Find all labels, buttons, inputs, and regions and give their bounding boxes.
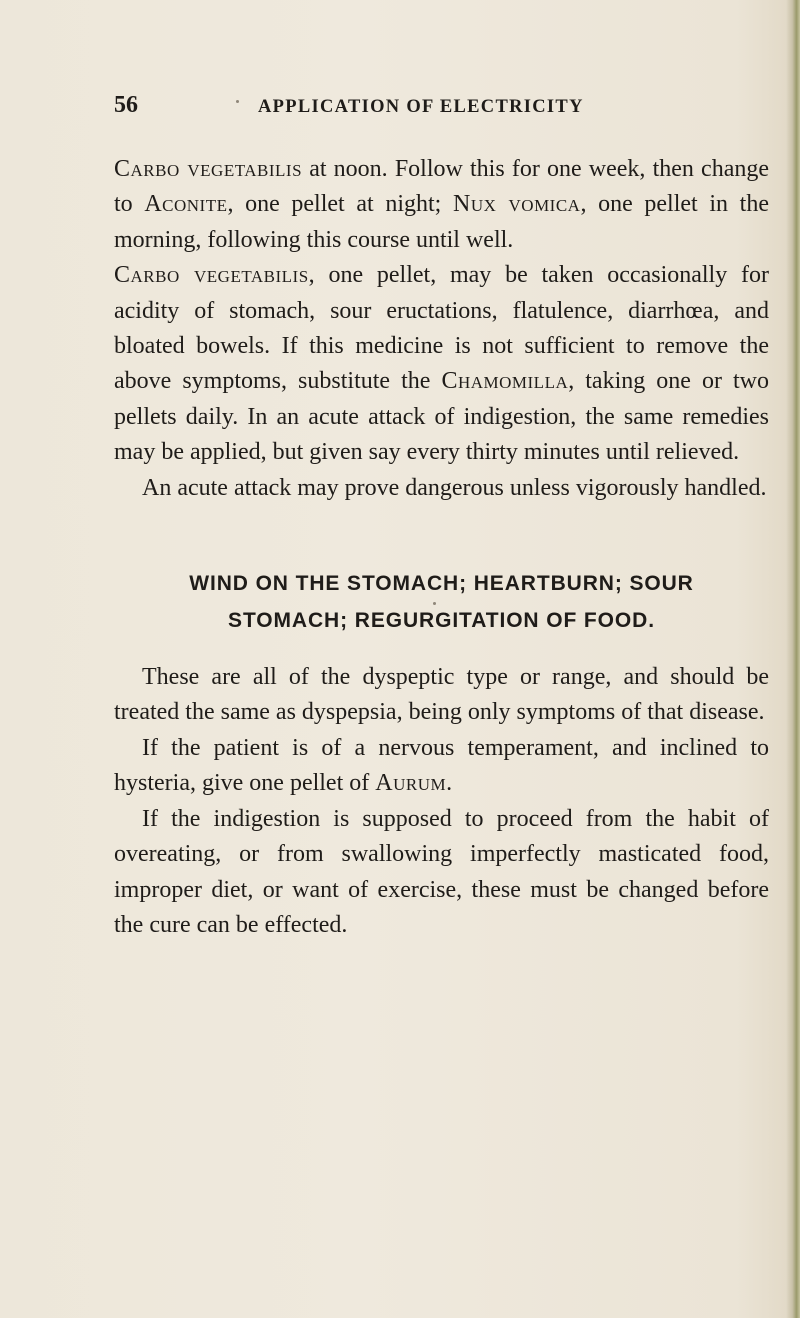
remedy-name: Aurum xyxy=(375,770,447,797)
running-title: APPLICATION OF ELECTRICITY xyxy=(258,97,584,117)
paragraph-6: If the indigestion is supposed to proceed from the habit of overeating, or from swallowing imperfectly masticated food, improper diet, or want of exercise, these must be changed before the cure can be effected. xyxy=(114,805,769,938)
paragraph-2 xyxy=(114,258,769,470)
paragraph-text: , one pellet at night; xyxy=(227,191,453,218)
remedy-name: Chamomilla xyxy=(441,368,569,395)
paragraph-text: , one pellet in the morning, following this course until well. xyxy=(114,191,769,253)
remedy-name: Carbo vegetabilis xyxy=(114,156,303,182)
paragraph-3: An acute attack may prove dangerous unless vigorously handled. xyxy=(142,474,767,501)
remedy-name: Aconite xyxy=(144,191,228,218)
paper-speck xyxy=(236,100,239,103)
section-heading xyxy=(114,565,769,639)
paragraph-1 xyxy=(114,152,769,258)
body-text xyxy=(114,152,769,943)
remedy-name: Nux vomica xyxy=(452,191,581,218)
paragraph-5 xyxy=(114,731,769,802)
paragraph-text: If the patient is of a nervous temperament, and inclined to hysteria, give one pellet of xyxy=(114,734,769,797)
page-number: 56 xyxy=(114,92,138,118)
paragraph-text: , taking one or two pellets daily. In an acute attack of indigestion, the same remedies may be applied, but given say every thirty minutes until relieved. xyxy=(114,368,769,466)
paper-speck xyxy=(433,602,436,605)
page-header xyxy=(114,88,774,128)
paragraph-4: These are all of the dyspeptic type or range, and should be treated the same as dyspepsia, being only symptoms of that disease. xyxy=(114,664,769,726)
remedy-name: Carbo vegetabilis xyxy=(114,262,309,289)
paragraph-text: , one pellet, may be taken occasionally for acidity of stomach, sour eructations, flatulence, diarrhœa, and bloated bowels. If this medicine is not sufficient to remove the above symptoms, substitute the xyxy=(114,262,769,395)
page-edge xyxy=(786,0,800,1318)
paragraph-text: at noon. Follow this for one week, then change to xyxy=(114,156,769,218)
paragraph-text: . xyxy=(446,770,453,797)
section-heading-line-2: STOMACH; REGURGITATION OF FOOD. xyxy=(228,609,655,633)
section-heading-line-1: WIND ON THE STOMACH; HEARTBURN; SOUR xyxy=(189,572,694,596)
